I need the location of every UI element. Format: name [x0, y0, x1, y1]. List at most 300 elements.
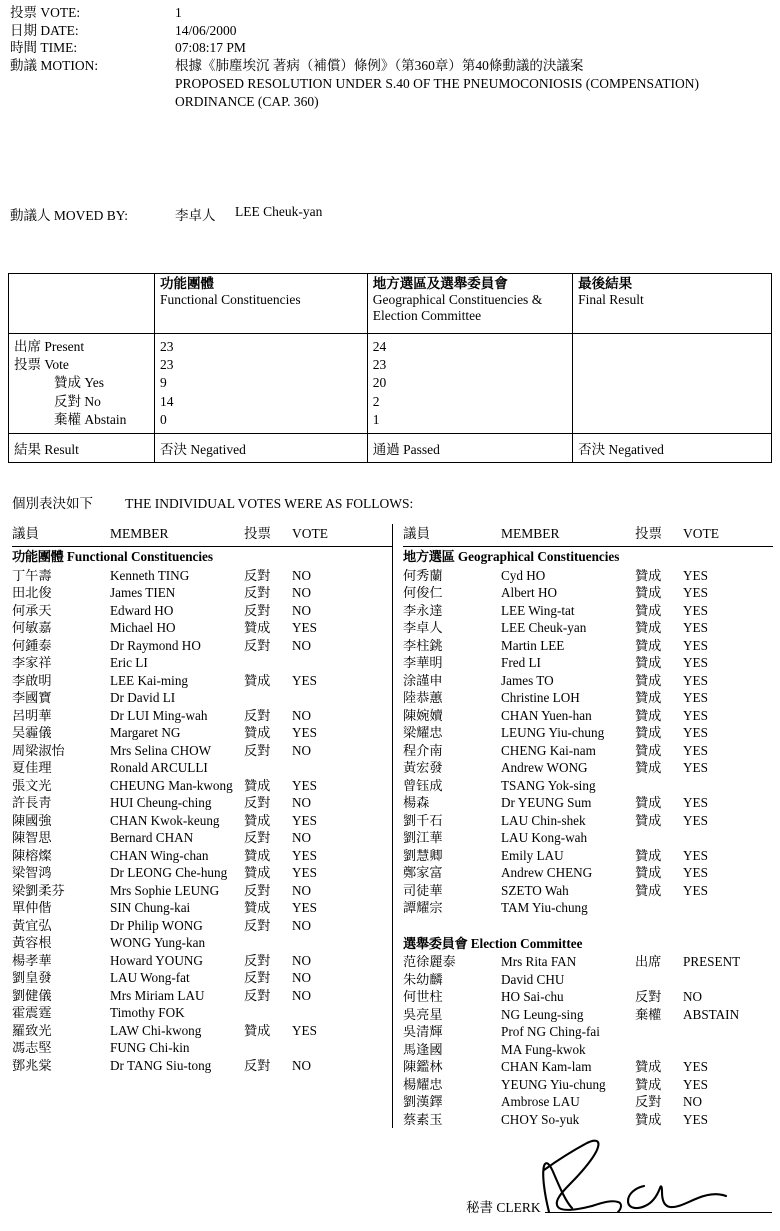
summary-result-functional: 否決 Negatived [155, 434, 368, 463]
date-label: 日期 DATE: [10, 22, 79, 38]
member-vote-zh: 贊成 [635, 672, 662, 688]
member-vote-en: YES [683, 1111, 708, 1127]
table-row [403, 812, 773, 830]
votes-left-header [12, 524, 392, 547]
member-name-zh: 陸恭蕙 [403, 690, 443, 705]
meta-row-vote [10, 4, 770, 22]
vote-summary-table [8, 273, 772, 463]
member-vote-zh [635, 1023, 683, 1041]
section-spacer [403, 917, 773, 934]
date-value: 14/06/2000 [175, 22, 237, 38]
member-name-zh: 楊耀忠 [403, 1076, 443, 1092]
table-row [12, 672, 392, 690]
summary-label-present: 出席 Present [14, 339, 85, 354]
member-vote-en [683, 829, 753, 847]
member-vote-en: YES [683, 760, 708, 775]
member-name-zh: 楊孝華 [12, 952, 52, 968]
member-name-zh: 黃容根 [12, 935, 52, 950]
summary-header-geographical-zh: 地方選區及選舉委員會 [372, 276, 508, 291]
table-row [403, 1076, 773, 1094]
member-name-en: CHAN Kwok-keung [110, 812, 220, 828]
table-row [403, 637, 773, 655]
member-vote-en: YES [292, 1022, 317, 1038]
member-name-en: Margaret NG [110, 725, 181, 740]
member-vote-zh: 贊成 [635, 812, 662, 828]
member-vote-en: YES [683, 1076, 708, 1092]
motion-line-zh: 根據《肺塵埃沉 著病（補償）條例》（第360章）第40條動議的決議案 [175, 58, 584, 73]
member-vote-en: YES [683, 1059, 708, 1074]
time-label: 時間 TIME: [10, 40, 78, 55]
table-row [12, 602, 392, 620]
member-name-zh: 曾钰成 [403, 777, 443, 793]
votes-right-header-member-zh: 議員 [403, 526, 430, 541]
votes-section-heading-en: Geographical Constituencies [454, 549, 620, 564]
votes-section-heading-zh: 功能團體 [12, 549, 64, 564]
member-name-zh: 丁午壽 [12, 567, 52, 583]
clerk-label: 秘書 CLERK [466, 1200, 541, 1215]
member-vote-en [683, 899, 753, 917]
member-vote-en [292, 759, 362, 777]
moved-by-name-en: LEE Cheuk-yan [235, 204, 323, 219]
table-row [403, 864, 773, 882]
member-vote-en: YES [683, 585, 708, 600]
summary-header-functional [155, 274, 368, 334]
member-name-en: WONG Yung-kan [110, 935, 206, 950]
member-vote-zh: 贊成 [635, 567, 662, 583]
table-row [12, 829, 392, 847]
time-value: 07:08:17 PM [175, 40, 246, 55]
member-vote-en [292, 1039, 362, 1057]
member-name-en: LEE Kai-ming [110, 672, 189, 688]
member-name-zh: 陳榕燦 [12, 847, 52, 863]
member-vote-en: YES [683, 690, 708, 705]
member-vote-zh: 贊成 [635, 637, 662, 653]
member-name-zh: 程介南 [403, 742, 443, 758]
member-vote-en: YES [292, 725, 317, 740]
member-name-en: CHAN Wing-chan [110, 847, 209, 863]
member-vote-zh: 反對 [244, 707, 271, 723]
summary-header-final-en: Final Result [578, 292, 644, 307]
individual-votes-title-zh: 個別表決如下 [12, 496, 93, 511]
member-name-zh: 李家祥 [12, 655, 52, 670]
member-vote-zh: 贊成 [635, 865, 662, 880]
table-row [403, 584, 773, 602]
member-vote-en: YES [683, 620, 708, 635]
individual-votes-table [12, 524, 772, 1128]
member-vote-zh: 反對 [244, 585, 271, 600]
table-row [403, 1058, 773, 1076]
member-vote-zh: 反對 [244, 567, 271, 583]
votes-right-sections [403, 547, 773, 1128]
member-vote-zh: 贊成 [244, 900, 271, 915]
member-name-zh: 何鍾泰 [12, 637, 52, 653]
individual-votes-title-en: THE INDIVIDUAL VOTES WERE AS FOLLOWS: [125, 496, 414, 511]
member-vote-zh: 贊成 [244, 620, 271, 635]
vote-value: 1 [175, 5, 182, 20]
member-name-zh: 梁智鸿 [12, 865, 52, 880]
member-vote-zh [244, 759, 292, 777]
member-name-en: Bernard CHAN [110, 830, 194, 845]
table-row [403, 619, 773, 637]
member-name-en: Dr YEUNG Sum [501, 795, 592, 810]
member-name-zh: 劉漢鐸 [403, 1094, 443, 1109]
member-vote-zh: 贊成 [635, 655, 662, 670]
table-row [12, 917, 392, 935]
member-vote-en: YES [683, 795, 708, 810]
summary-result-geographical: 通過 Passed [367, 434, 572, 463]
summary-geographical-no: 2 [372, 393, 380, 409]
member-name-en: SZETO Wah [501, 882, 569, 898]
summary-header-final [573, 274, 772, 334]
member-name-zh: 單仲偕 [12, 900, 52, 915]
member-name-en: Howard YOUNG [110, 952, 203, 968]
member-vote-en: NO [292, 882, 312, 898]
member-name-en: LEUNG Yiu-chung [501, 725, 605, 740]
member-name-zh: 黃宜弘 [12, 917, 52, 933]
votes-right-header-vote-en: VOTE [683, 526, 719, 541]
member-name-zh: 羅致光 [12, 1022, 52, 1038]
member-vote-en: YES [683, 707, 708, 723]
motion-block [10, 57, 772, 111]
table-row [12, 987, 392, 1005]
member-name-zh: 梁劉柔芬 [12, 882, 65, 898]
member-vote-en: NO [292, 830, 312, 845]
table-row [12, 707, 392, 725]
member-vote-en: YES [292, 777, 317, 793]
member-name-zh: 周梁淑怡 [12, 742, 65, 758]
table-row [12, 689, 392, 707]
summary-header-functional-zh: 功能團體 [160, 276, 215, 291]
individual-votes-title [12, 492, 413, 512]
member-vote-en: NO [292, 585, 312, 600]
summary-values-geographical [367, 334, 572, 434]
summary-header-row [9, 274, 772, 334]
votes-left-header-vote-en: VOTE [292, 526, 328, 541]
table-row [12, 847, 392, 865]
summary-geographical-present: 24 [372, 339, 387, 354]
member-vote-en: YES [683, 725, 708, 740]
votes-section-heading-zh: 選舉委員會 [403, 935, 468, 951]
member-name-en: James TO [501, 672, 554, 688]
moved-by-label: 動議人 MOVED BY: [10, 208, 129, 223]
member-vote-zh: 贊成 [635, 690, 662, 705]
table-row [12, 1004, 392, 1022]
votes-section-heading [12, 547, 392, 567]
member-name-en: FUNG Chi-kin [110, 1040, 190, 1055]
member-name-en: Eric LI [110, 655, 148, 670]
moved-by-name-zh: 李卓人 [175, 208, 216, 223]
member-vote-en: YES [292, 672, 317, 688]
summary-header-blank [9, 274, 155, 334]
member-vote-zh [244, 1039, 292, 1057]
member-name-zh: 霍震霆 [12, 1005, 52, 1020]
table-row [403, 1041, 773, 1059]
member-vote-zh: 贊成 [635, 725, 662, 740]
member-name-en: Dr LEONG Che-hung [110, 865, 228, 880]
member-name-zh: 何承天 [12, 602, 52, 618]
member-name-en: Albert HO [501, 585, 558, 600]
member-vote-en [292, 1004, 362, 1022]
member-name-zh: 夏佳理 [12, 760, 52, 775]
member-name-en: Andrew WONG [501, 760, 588, 775]
member-name-en: MA Fung-kwok [501, 1041, 586, 1057]
member-vote-zh [244, 934, 292, 952]
member-name-en: Timothy FOK [110, 1005, 185, 1020]
table-row [403, 724, 773, 742]
member-vote-en: YES [683, 567, 708, 583]
member-name-en: Ronald ARCULLI [110, 760, 208, 775]
member-name-en: Emily LAU [501, 847, 564, 863]
member-vote-zh: 贊成 [635, 742, 662, 758]
summary-labels-list [14, 338, 150, 429]
votes-right-header [403, 524, 773, 547]
summary-header-final-zh: 最後結果 [578, 276, 633, 291]
member-vote-zh: 贊成 [635, 585, 662, 600]
member-vote-en: NO [292, 917, 312, 933]
votes-section-heading-zh: 地方選區 [403, 549, 455, 564]
member-vote-zh: 贊成 [635, 882, 662, 898]
member-vote-zh: 贊成 [635, 602, 662, 618]
member-name-zh: 司徒華 [403, 882, 443, 898]
member-vote-en: NO [292, 952, 312, 968]
table-row [403, 777, 773, 795]
summary-functional-yes: 9 [160, 375, 167, 391]
table-row [12, 864, 392, 882]
table-row [403, 882, 773, 900]
member-vote-zh: 反對 [244, 795, 271, 810]
member-vote-zh [244, 654, 292, 672]
moved-by-block [10, 204, 770, 224]
member-vote-zh: 反對 [244, 970, 271, 985]
votes-right-header-member-en: MEMBER [501, 526, 560, 541]
member-vote-en: YES [683, 812, 708, 828]
summary-values-final [573, 334, 772, 434]
table-row [12, 794, 392, 812]
member-name-zh: 何秀蘭 [403, 567, 443, 583]
member-name-en: Martin LEE [501, 637, 565, 653]
table-row [12, 619, 392, 637]
member-name-en: Christine LOH [501, 690, 580, 705]
member-name-en: LEE Cheuk-yan [501, 620, 587, 635]
member-name-zh: 何敏嘉 [12, 620, 52, 635]
member-vote-zh: 贊成 [244, 1022, 271, 1038]
votes-section-heading-en: Election Committee [467, 935, 583, 951]
member-vote-en: NO [292, 637, 312, 653]
member-vote-zh: 反對 [635, 1094, 662, 1109]
member-name-zh: 李啟明 [12, 672, 52, 688]
member-vote-en: YES [292, 900, 317, 915]
member-vote-en: NO [683, 989, 703, 1004]
member-vote-en: NO [292, 987, 312, 1003]
member-vote-en: YES [683, 865, 708, 880]
member-vote-zh: 贊成 [635, 847, 662, 863]
summary-functional-abstain: 0 [160, 411, 167, 427]
member-name-zh: 涂謹申 [403, 672, 443, 688]
member-name-zh: 李華明 [403, 655, 443, 670]
member-name-zh: 許長靑 [12, 795, 52, 810]
member-name-en: SIN Chung-kai [110, 900, 191, 915]
member-vote-zh [244, 1004, 292, 1022]
member-vote-zh: 反對 [244, 742, 271, 758]
member-name-zh: 吳清輝 [403, 1024, 443, 1039]
votes-left-header-member-en: MEMBER [110, 526, 169, 541]
motion-line-en-1: PROPOSED RESOLUTION UNDER S.40 OF THE PNEUMOCONIOSIS (COMPENSATION) [175, 76, 700, 91]
member-vote-en: YES [292, 865, 317, 880]
summary-functional-no: 14 [160, 393, 174, 409]
summary-geographical-yes: 20 [372, 375, 387, 391]
table-row [12, 812, 392, 830]
table-row [12, 759, 392, 777]
member-name-en: Prof NG Ching-fai [501, 1024, 600, 1039]
member-vote-zh: 反對 [244, 637, 271, 653]
summary-functional-vote: 23 [160, 357, 174, 373]
member-vote-zh: 贊成 [635, 620, 662, 635]
member-name-zh: 劉千石 [403, 812, 443, 828]
member-vote-zh: 反對 [635, 989, 662, 1004]
member-name-en: Kenneth TING [110, 567, 190, 583]
member-name-en: Edward HO [110, 602, 174, 618]
table-row [403, 794, 773, 812]
table-row [403, 1006, 773, 1024]
member-name-en: LAU Wong-fat [110, 970, 190, 985]
member-name-zh: 梁耀忠 [403, 725, 443, 740]
member-vote-en [292, 654, 362, 672]
member-vote-zh: 贊成 [635, 1076, 662, 1092]
member-vote-en [292, 689, 362, 707]
member-vote-zh: 反對 [244, 952, 271, 968]
table-row [12, 934, 392, 952]
member-name-zh: 黃宏發 [403, 760, 443, 775]
table-row [403, 953, 773, 971]
table-row [12, 1057, 392, 1075]
member-vote-zh: 贊成 [244, 812, 271, 828]
member-name-zh: 呂明華 [12, 707, 52, 723]
summary-functional-present: 23 [160, 339, 174, 354]
summary-counts-row [9, 334, 772, 434]
member-vote-en: YES [683, 672, 708, 688]
member-name-en: Dr TANG Siu-tong [110, 1057, 212, 1073]
table-row [12, 742, 392, 760]
member-vote-en [683, 777, 753, 795]
member-name-zh: 李柱銚 [403, 637, 443, 653]
table-row [403, 1111, 773, 1129]
table-row [12, 654, 392, 672]
member-vote-en: NO [292, 742, 312, 758]
summary-body [9, 334, 772, 463]
member-name-en: YEUNG Yiu-chung [501, 1076, 606, 1092]
member-name-zh: 陳智思 [12, 830, 52, 845]
member-vote-zh: 反對 [244, 917, 271, 933]
table-row [12, 567, 392, 585]
member-name-zh: 范徐麗泰 [403, 954, 456, 969]
member-vote-zh: 贊成 [244, 725, 271, 740]
member-vote-en: NO [683, 1094, 703, 1109]
member-vote-en: YES [683, 655, 708, 670]
member-name-zh: 鄭家富 [403, 865, 443, 880]
table-row [403, 567, 773, 585]
member-name-en: CHAN Yuen-han [501, 707, 592, 723]
summary-header-functional-en: Functional Constituencies [160, 292, 301, 307]
member-vote-zh: 反對 [244, 602, 271, 618]
member-vote-zh: 贊成 [635, 707, 662, 723]
member-vote-zh: 反對 [244, 987, 271, 1003]
table-row [403, 672, 773, 690]
votes-section-heading [403, 547, 773, 567]
member-name-en: Cyd HO [501, 567, 546, 583]
member-name-en: TAM Yiu-chung [501, 900, 588, 915]
member-vote-zh [244, 689, 292, 707]
table-row [12, 1039, 392, 1057]
member-name-en: CHAN Kam-lam [501, 1059, 592, 1074]
table-row [12, 1022, 392, 1040]
motion-label: 動議 MOTION: [10, 58, 99, 73]
member-vote-en: YES [292, 620, 317, 635]
member-vote-en: YES [683, 847, 708, 863]
votes-left-header-vote-zh: 投票 [244, 526, 271, 541]
member-name-en: James TIEN [110, 585, 176, 600]
votes-right-header-vote-zh: 投票 [635, 526, 662, 541]
summary-label-no: 反對 No [54, 393, 101, 409]
member-name-en: David CHU [501, 971, 565, 987]
member-name-zh: 李永達 [403, 602, 443, 618]
member-name-en: Dr Raymond HO [110, 637, 201, 653]
vote-label: 投票 VOTE: [10, 5, 81, 20]
member-name-zh: 馬逢國 [403, 1041, 443, 1057]
table-row [403, 742, 773, 760]
summary-values-functional [155, 334, 368, 434]
summary-result-row [9, 434, 772, 463]
member-vote-zh: 反對 [244, 830, 271, 845]
member-name-en: Mrs Rita FAN [501, 954, 577, 969]
member-name-en: TSANG Yok-sing [501, 777, 596, 793]
member-name-zh: 吳亮星 [403, 1006, 443, 1022]
summary-header-geographical [367, 274, 572, 334]
member-vote-zh: 棄權 [635, 1006, 662, 1022]
votes-section-heading [403, 934, 773, 954]
member-name-en: Mrs Miriam LAU [110, 987, 205, 1003]
votes-column-left [12, 524, 392, 1128]
member-vote-zh: 贊成 [244, 672, 271, 688]
summary-geographical-abstain: 1 [372, 411, 380, 427]
member-name-zh: 蔡素玉 [403, 1111, 443, 1127]
table-row [403, 759, 773, 777]
table-row [403, 899, 773, 917]
member-name-zh: 馮志堅 [12, 1040, 52, 1055]
member-name-zh: 楊森 [403, 795, 430, 810]
member-name-en: Andrew CHENG [501, 865, 593, 880]
member-vote-zh: 贊成 [635, 760, 662, 775]
member-name-zh: 陳鑑林 [403, 1059, 443, 1074]
member-name-en: Michael HO [110, 620, 176, 635]
member-name-en: Mrs Selina CHOW [110, 742, 212, 758]
table-row [403, 707, 773, 725]
member-vote-en: NO [292, 602, 312, 618]
table-row [12, 584, 392, 602]
member-vote-en: YES [683, 742, 708, 758]
table-row [403, 654, 773, 672]
table-row [403, 829, 773, 847]
member-vote-zh: 贊成 [244, 847, 271, 863]
table-row [403, 971, 773, 989]
member-name-en: Fred LI [501, 655, 541, 670]
meta-row-time [10, 39, 770, 57]
member-vote-en: YES [292, 847, 317, 863]
table-row [403, 602, 773, 620]
member-name-zh: 陳婉嬻 [403, 707, 443, 723]
member-name-zh: 吴霾儀 [12, 725, 52, 740]
member-vote-zh: 贊成 [635, 795, 662, 810]
member-name-en: Dr LUI Ming-wah [110, 707, 208, 723]
